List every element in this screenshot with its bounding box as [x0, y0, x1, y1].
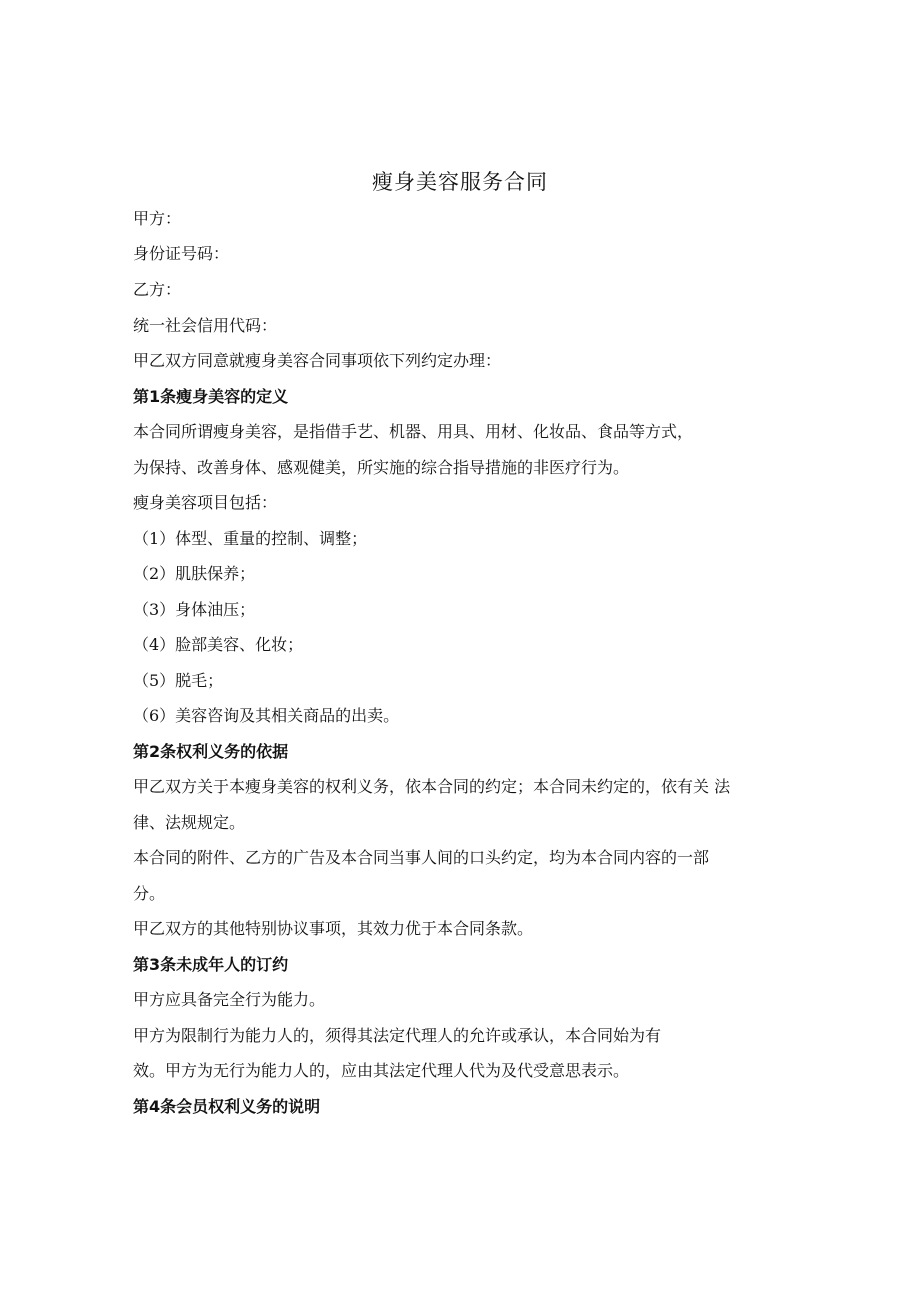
intro-paragraph: 甲乙双方同意就瘦身美容合同事项依下列约定办理：	[133, 351, 502, 370]
list-item: （2）肌肤保养；	[133, 564, 256, 583]
article-2-paragraph-line: 甲乙双方的其他特别协议事项，其效力优于本合同条款。	[133, 919, 534, 938]
article-2-paragraph-line: 本合同的附件、乙方的广告及本合同当事人间的口头约定，均为本合同内容的一部	[133, 848, 710, 867]
party-b-label: 乙方：	[133, 280, 182, 299]
article-1-paragraph-line: 为保持、改善身体、感观健美，所实施的综合指导措施的非医疗行为。	[133, 458, 630, 477]
list-item: （3）身体油压；	[133, 600, 256, 619]
article-3-paragraph-line: 甲方为限制行为能力人的，须得其法定代理人的允许或承认，本合同始为有	[133, 1026, 662, 1045]
article-2-paragraph-line: 分。	[133, 884, 166, 903]
article-3-paragraph-line: 效。甲方为无行为能力人的，应由其法定代理人代为及代受意思表示。	[133, 1061, 630, 1080]
article-1-items-intro: 瘦身美容项目包括：	[133, 493, 278, 512]
list-item: （4）脸部美容、化妆；	[133, 635, 304, 654]
article-2-paragraph-line: 甲乙双方关于本瘦身美容的权利义务，依本合同的约定；本合同未约定的，依有关 法	[133, 777, 731, 796]
list-item: （1）体型、重量的控制、调整；	[133, 529, 368, 548]
document-title: 瘦身美容服务合同	[372, 170, 548, 194]
party-a-label: 甲方：	[133, 209, 182, 228]
article-3-paragraph-line: 甲方应具备完全行为能力。	[133, 990, 326, 1009]
list-item: （5）脱毛；	[133, 671, 224, 690]
list-item: （6）美容咨询及其相关商品的出卖。	[133, 706, 400, 725]
article-2-heading: 第2条权利义务的依据	[133, 742, 289, 761]
article-3-heading: 第3条未成年人的订约	[133, 955, 289, 974]
id-number-label: 身份证号码：	[133, 244, 230, 263]
article-2-paragraph-line: 律、法规规定。	[133, 813, 246, 832]
article-4-heading: 第4条会员权利义务的说明	[133, 1097, 321, 1116]
article-1-paragraph-line: 本合同所谓瘦身美容，是指借手艺、机器、用具、用材、化妆品、食品等方式，	[133, 422, 694, 441]
credit-code-label: 统一社会信用代码：	[133, 316, 278, 335]
article-1-heading: 第1条瘦身美容的定义	[133, 387, 289, 406]
